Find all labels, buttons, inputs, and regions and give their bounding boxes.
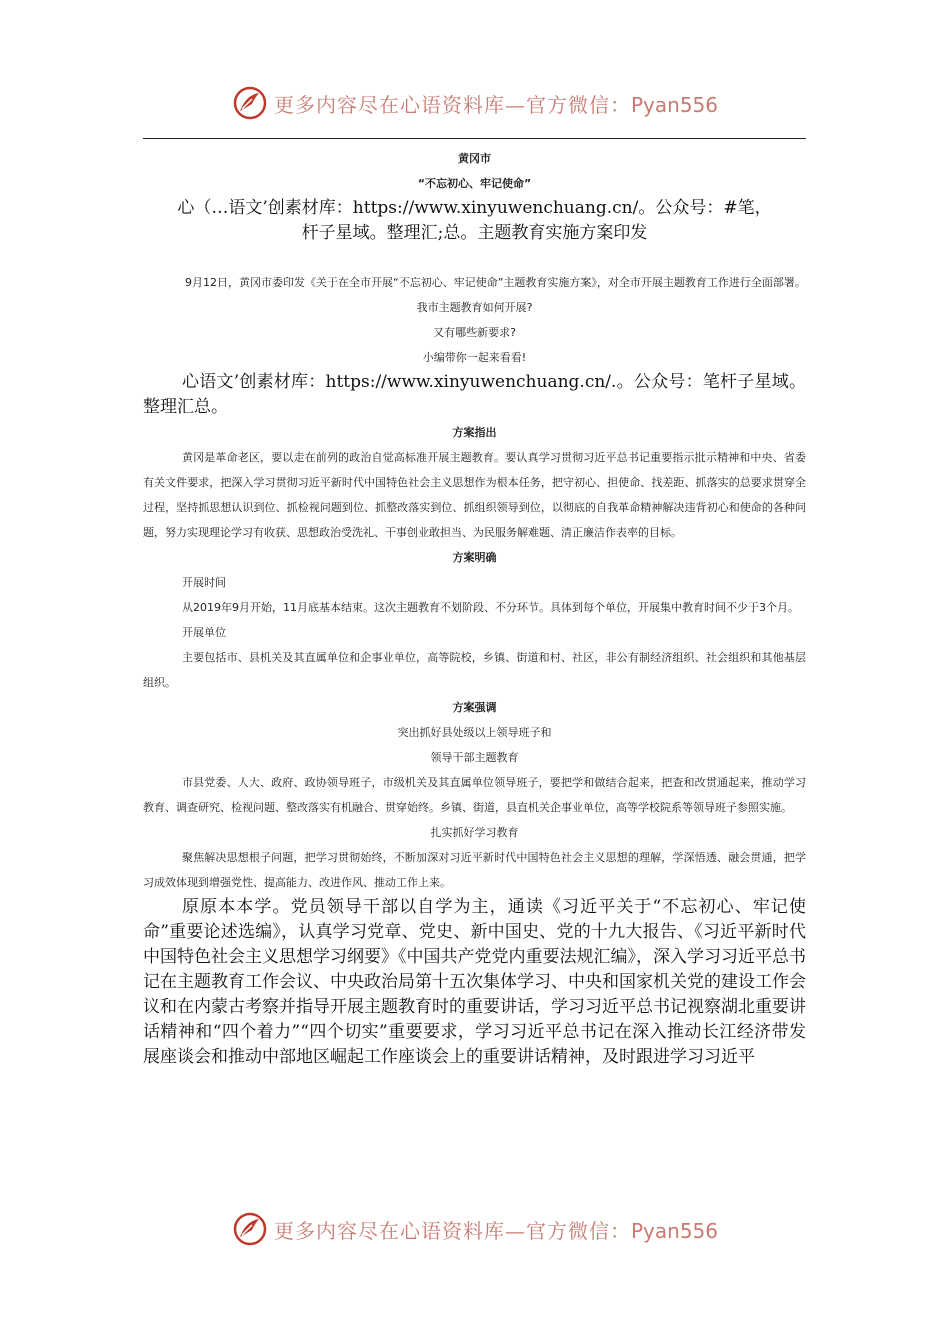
final-paragraph: 原原本本学。党员领导干部以自学为主，通读《习近平关于“不忘初心、牢记使命”重要论述选编》，认真学习党章、党史、新中国史、党的十九大报告、《习近平新时代中国特色社会主义思想学习纲要》《中国共产党党内重要法规汇编》，深入学习习近平总书记在主题教育工作会议、中央政治局第十五次集体学习、中央和国家机关党的建设工作会议和在内蒙古考察并指导开展主题教育时的重要讲话，学习习近平总书记视察湖北重要讲话精神和“四个着力”“四个切实”重要要求，学习习近平总书记在深入推动长江经济带发展座谈会和推动中部地区崛起工作座谈会上的重要讲话精神，及时跟进学习习近平	[143, 897, 806, 1067]
unit-body: 主要包括市、县机关及其直属单位和企事业单位，高等院校，乡镇、街道和村、社区，非公有制经济组织、社会组织和其他基层组织。	[143, 651, 806, 689]
banner-wechat-id: Pyan556	[630, 1218, 718, 1243]
emphasis-line-1: 突出抓好县处级以上领导班子和	[397, 726, 552, 739]
banner-text	[274, 89, 718, 118]
watermark-paragraph: 心语文’创素材库：https://www.xinyuwenchuang.cn/.。公众号：笔杆子星域。整理汇总。	[143, 372, 806, 417]
section-title-points: 方案指出	[452, 426, 497, 439]
intro-paragraph: 9月12日，黄冈市委印发《关于在全市开展“不忘初心、牢记使命”主题教育实施方案》，对全市开展主题教育工作进行全面部署。	[185, 276, 806, 289]
time-label: 开展时间	[182, 576, 226, 589]
study-body: 聚焦解决思想根子问题，把学习贯彻始终，不断加深对习近平新时代中国特色社会主义思想的理解，学深悟透、融会贯通，把学习成效体现到增强党性、提高能力、改进作风、推动工作上来。	[143, 851, 806, 889]
pen-circle-logo-icon	[232, 85, 268, 121]
section-title-emphasis: 方案强调	[452, 701, 497, 714]
banner-label: 更多内容尽在心语资料库—官方微信：	[273, 92, 631, 117]
header-divider	[143, 138, 806, 139]
document-subtitle-line1: 心（…语文’创素材库：https://www.xinyuwenchuang.cn/。公众号：#笔，	[177, 198, 772, 218]
footer-banner	[0, 1209, 950, 1249]
question-2: 又有哪些新要求?	[433, 326, 516, 339]
document-theme: “不忘初心、牢记使命”	[417, 177, 532, 190]
question-1: 我市主题教育如何开展?	[416, 301, 533, 314]
banner-label: 更多内容尽在心语资料库—官方微信：	[273, 1218, 631, 1243]
spacer	[143, 246, 806, 270]
banner-wechat-id: Pyan556	[630, 92, 718, 117]
header-banner	[0, 83, 950, 123]
emphasis-body: 市县党委、人大、政府、政协领导班子，市级机关及其直属单位领导班子，要把学和做结合起来，把查和改贯通起来，推动学习教育、调查研究、检视问题、整改落实有机融合、贯穿始终。乡镇、街道，县直机关企事业单位，高等学校院系等领导班子参照实施。	[143, 776, 806, 814]
section-points-body: 黄冈是革命老区，要以走在前列的政治自觉高标准开展主题教育。要认真学习贯彻习近平总书记重要指示批示精神和中央、省委有关文件要求，把深入学习贯彻习近平新时代中国特色社会主义思想作为根本任务，把守初心、担使命、找差距、抓落实的总要求贯穿全过程，坚持抓思想认识到位、抓检视问题到位、抓整改落实到位、抓组织领导到位，以彻底的自我革命精神解决违背初心和使命的各种问题，努力实现理论学习有收获、思想政治受洗礼、干事创业敢担当、为民服务解难题、清正廉洁作表率的目标。	[143, 451, 806, 539]
section-title-clarify: 方案明确	[452, 551, 497, 564]
unit-label: 开展单位	[182, 626, 226, 639]
study-title: 扎实抓好学习教育	[430, 826, 519, 839]
document-subtitle-line2: 杆子星域。整理汇;总。主题教育实施方案印发	[301, 223, 648, 243]
emphasis-line-2: 领导干部主题教育	[430, 751, 519, 764]
time-body: 从2019年9月开始，11月底基本结束。这次主题教育不划阶段、不分环节。具体到每个单位，开展集中教育时间不少于3个月。	[182, 601, 799, 614]
document-city: 黄冈市	[458, 152, 491, 165]
banner-text	[274, 1215, 718, 1244]
document-body	[143, 146, 806, 1070]
question-3: 小编带你一起来看看!	[422, 351, 527, 364]
pen-circle-logo-icon	[232, 1211, 268, 1247]
